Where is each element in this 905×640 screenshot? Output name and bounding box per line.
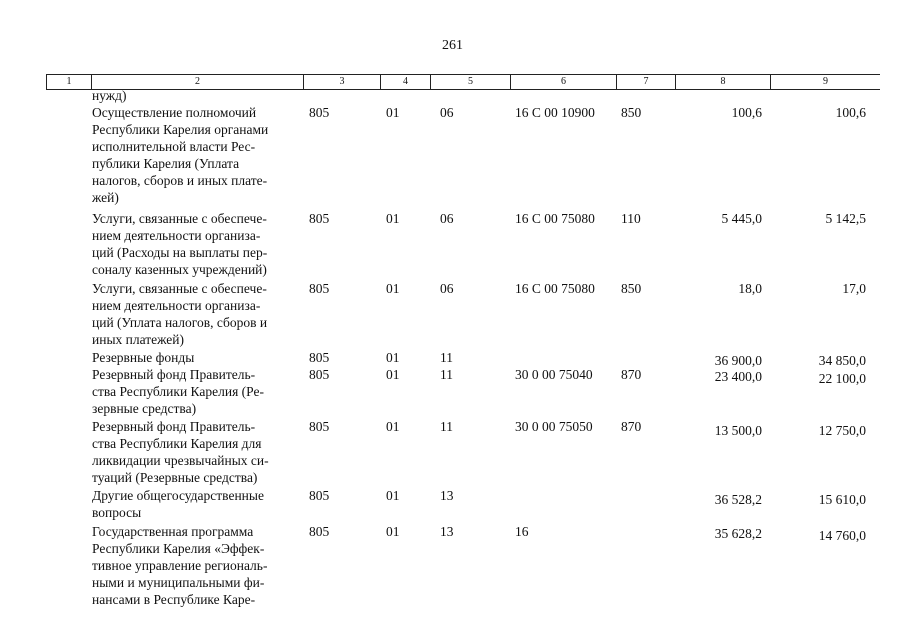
row-admin-code: 805	[309, 419, 330, 434]
row-section: 01	[386, 281, 400, 296]
row-name: Государственная программа Республики Карелия «Эффек- тивное управление региональ- ными и муниципальными фи- нансами в Республике Каре-	[92, 524, 268, 607]
row-target-article: 16 С 00 10900	[515, 105, 595, 120]
row-subsection: 11	[440, 350, 453, 365]
row-name: Другие общегосударственные вопросы	[92, 488, 264, 520]
row-amount-2: 100,6	[835, 105, 866, 120]
header-col-2: 2	[91, 75, 303, 89]
row-amount-1: 36 528,2	[714, 492, 762, 507]
header-col-5: 5	[430, 75, 510, 89]
row-amount-2: 12 750,0	[818, 423, 866, 438]
row-target-article: 30 0 00 75050	[515, 419, 593, 434]
row-name: Резервные фонды	[92, 350, 195, 365]
row-amount-1: 36 900,0	[714, 353, 762, 368]
row-subsection: 11	[440, 367, 453, 382]
row-admin-code: 805	[309, 211, 330, 226]
row-expense-type: 110	[621, 211, 641, 226]
row-section: 01	[386, 524, 400, 539]
row-section: 01	[386, 488, 400, 503]
header-col-3: 3	[303, 75, 380, 89]
row-amount-2: 14 760,0	[818, 528, 866, 543]
row-amount-1: 5 445,0	[721, 211, 762, 226]
header-col-1: 1	[46, 75, 91, 89]
row-admin-code: 805	[309, 524, 330, 539]
row-amount-1: 35 628,2	[714, 526, 762, 541]
row-amount-2: 17,0	[842, 281, 866, 296]
row-target-article: 30 0 00 75040	[515, 367, 593, 382]
row-admin-code: 805	[309, 281, 330, 296]
row-subsection: 13	[440, 524, 454, 539]
page-number: 261	[442, 38, 463, 53]
header-col-4: 4	[380, 75, 430, 89]
row-section: 01	[386, 105, 400, 120]
row-amount-2: 34 850,0	[818, 353, 866, 368]
header-col-8: 8	[675, 75, 770, 89]
row-section: 01	[386, 419, 400, 434]
header-col-9: 9	[770, 75, 880, 89]
row-amount-1: 13 500,0	[714, 423, 762, 438]
row-section: 01	[386, 367, 400, 382]
row-amount-2: 15 610,0	[818, 492, 866, 507]
row-section: 01	[386, 211, 400, 226]
row-name: Услуги, связанные с обеспече- нием деятельности организа- ций (Расходы на выплаты пер- соналу казенных учреждений)	[92, 211, 268, 277]
row-subsection: 11	[440, 419, 453, 434]
row-subsection: 06	[440, 105, 454, 120]
row-amount-2: 22 100,0	[818, 371, 866, 386]
row-name: Резервный фонд Правитель- ства Республики Карелия (Ре- зервные средства)	[92, 367, 264, 416]
row-name: Резервный фонд Правитель- ства Республики Карелия для ликвидации чрезвычайных си- туаций (Резервные средства)	[92, 419, 269, 485]
row-expense-type: 850	[621, 281, 642, 296]
header-col-6: 6	[510, 75, 616, 89]
row-amount-1: 100,6	[731, 105, 762, 120]
row-name: Осуществление полномочий Республики Карелия органами исполнительной власти Рес- публики Карелия (Уплата налогов, сборов и иных плате- жей)	[92, 105, 269, 205]
row-admin-code: 805	[309, 488, 330, 503]
row-subsection: 06	[440, 211, 454, 226]
row-name: Услуги, связанные с обеспече- нием деятельности организа- ций (Уплата налогов, сборов и иных платежей)	[92, 281, 268, 347]
row-admin-code: 805	[309, 367, 330, 382]
row-subsection: 13	[440, 488, 454, 503]
header-col-7: 7	[616, 75, 675, 89]
row-amount-1: 23 400,0	[714, 369, 762, 384]
row-target-article: 16 С 00 75080	[515, 211, 595, 226]
row-amount-2: 5 142,5	[825, 211, 866, 226]
row-admin-code: 805	[309, 350, 330, 365]
row-target-article: 16	[515, 524, 529, 539]
row-amount-1: 18,0	[738, 281, 762, 296]
row-target-article: 16 С 00 75080	[515, 281, 595, 296]
row-section: 01	[386, 350, 400, 365]
row-name: нужд)	[92, 88, 127, 103]
row-subsection: 06	[440, 281, 454, 296]
row-expense-type: 870	[621, 419, 642, 434]
row-expense-type: 850	[621, 105, 642, 120]
row-expense-type: 870	[621, 367, 642, 382]
row-admin-code: 805	[309, 105, 330, 120]
